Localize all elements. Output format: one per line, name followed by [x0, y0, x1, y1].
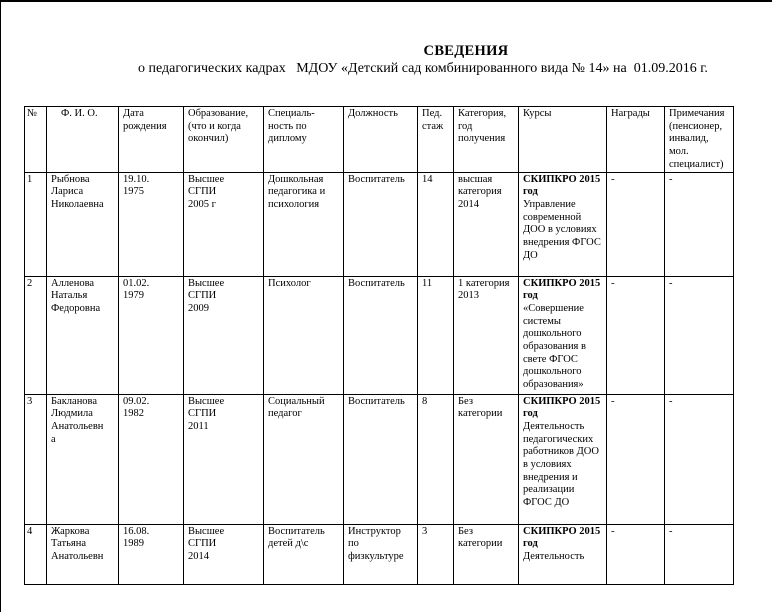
- cell-birth: 16.08. 1989: [119, 524, 184, 584]
- cell-category: Без категории: [454, 394, 519, 524]
- cell-courses: [519, 524, 607, 584]
- cell-experience: 8: [418, 394, 454, 524]
- courses-text: «Совершение системы дошкольного образования в свете ФГОС дошкольного образования»: [523, 302, 586, 391]
- header-experience: Пед. стаж: [418, 107, 454, 173]
- cell-courses: [519, 276, 607, 394]
- courses-title: СКИПКРО 2015 год: [523, 173, 601, 198]
- header-position: Должность: [344, 107, 418, 173]
- courses-title: СКИПКРО 2015 год: [523, 277, 601, 302]
- cell-experience: 11: [418, 276, 454, 394]
- cell-notes: -: [665, 524, 734, 584]
- staff-table: [24, 106, 734, 585]
- courses-text: Управление современной ДОО в условиях внедрения ФГОС ДО: [523, 198, 601, 261]
- cell-education: Высшее СГПИ 2014: [184, 524, 264, 584]
- cell-education: Высшее СГПИ 2009: [184, 276, 264, 394]
- cell-education: Высшее СГПИ 2005 г: [184, 172, 264, 276]
- cell-num: 1: [25, 172, 47, 276]
- courses-text: Деятельность: [523, 550, 585, 562]
- cell-awards: -: [607, 524, 665, 584]
- header-specialty: Специаль-ность по диплому: [264, 107, 344, 173]
- cell-notes: -: [665, 276, 734, 394]
- header-birth: Дата рождения: [119, 107, 184, 173]
- cell-position: Инструктор по физкультуре: [344, 524, 418, 584]
- header-category: Категория, год получения: [454, 107, 519, 173]
- cell-name: Алленова Наталья Федоровна: [47, 276, 119, 394]
- cell-name: Бакланова Людмила Анатольевн а: [47, 394, 119, 524]
- cell-category: 1 категория 2013: [454, 276, 519, 394]
- cell-awards: -: [607, 276, 665, 394]
- cell-num: 2: [25, 276, 47, 394]
- cell-awards: -: [607, 172, 665, 276]
- cell-num: 4: [25, 524, 47, 584]
- cell-education: Высшее СГПИ 2011: [184, 394, 264, 524]
- table-header-row: [25, 107, 734, 173]
- courses-title: СКИПКРО 2015 год: [523, 525, 601, 550]
- table-row: [25, 172, 734, 276]
- cell-experience: 14: [418, 172, 454, 276]
- cell-position: Воспитатель: [344, 276, 418, 394]
- cell-specialty: Социальный педагог: [264, 394, 344, 524]
- table-row: [25, 524, 734, 584]
- table-row: [25, 276, 734, 394]
- header-courses: Курсы: [519, 107, 607, 173]
- cell-position: Воспитатель: [344, 394, 418, 524]
- courses-title: СКИПКРО 2015 год: [523, 395, 601, 420]
- cell-specialty: Психолог: [264, 276, 344, 394]
- cell-birth: 09.02. 1982: [119, 394, 184, 524]
- header-notes: Примечания (пенсионер, инвалид, мол. специалист): [665, 107, 734, 173]
- courses-text: Деятельность педагогических работников ДОО в условиях внедрения и реализации ФГОС ДО: [523, 420, 599, 509]
- table-row: [25, 394, 734, 524]
- cell-notes: -: [665, 172, 734, 276]
- document-title: СВЕДЕНИЯ: [423, 43, 509, 59]
- cell-awards: -: [607, 394, 665, 524]
- header-awards: Награды: [607, 107, 665, 173]
- top-border: [0, 0, 772, 2]
- header-name: Ф. И. О.: [47, 107, 119, 173]
- cell-birth: 19.10. 1975: [119, 172, 184, 276]
- cell-category: Без категории: [454, 524, 519, 584]
- cell-name: Жаркова Татьяна Анатольевн: [47, 524, 119, 584]
- cell-notes: -: [665, 394, 734, 524]
- cell-courses: [519, 394, 607, 524]
- left-edge-line: [0, 0, 1, 612]
- cell-num: 3: [25, 394, 47, 524]
- cell-position: Воспитатель: [344, 172, 418, 276]
- document-subtitle: о педагогических кадрах МДОУ «Детский сад комбинированного вида № 14» на 01.09.2016 г.: [138, 61, 708, 76]
- cell-specialty: Воспитатель детей д\с: [264, 524, 344, 584]
- header-num: №: [25, 107, 47, 173]
- cell-category: высшая категория 2014: [454, 172, 519, 276]
- cell-specialty: Дошкольная педагогика и психология: [264, 172, 344, 276]
- cell-experience: 3: [418, 524, 454, 584]
- cell-birth: 01.02. 1979: [119, 276, 184, 394]
- cell-name: Рыбнова Лариса Николаевна: [47, 172, 119, 276]
- header-education: Образование, (что и когда окончил): [184, 107, 264, 173]
- cell-courses: [519, 172, 607, 276]
